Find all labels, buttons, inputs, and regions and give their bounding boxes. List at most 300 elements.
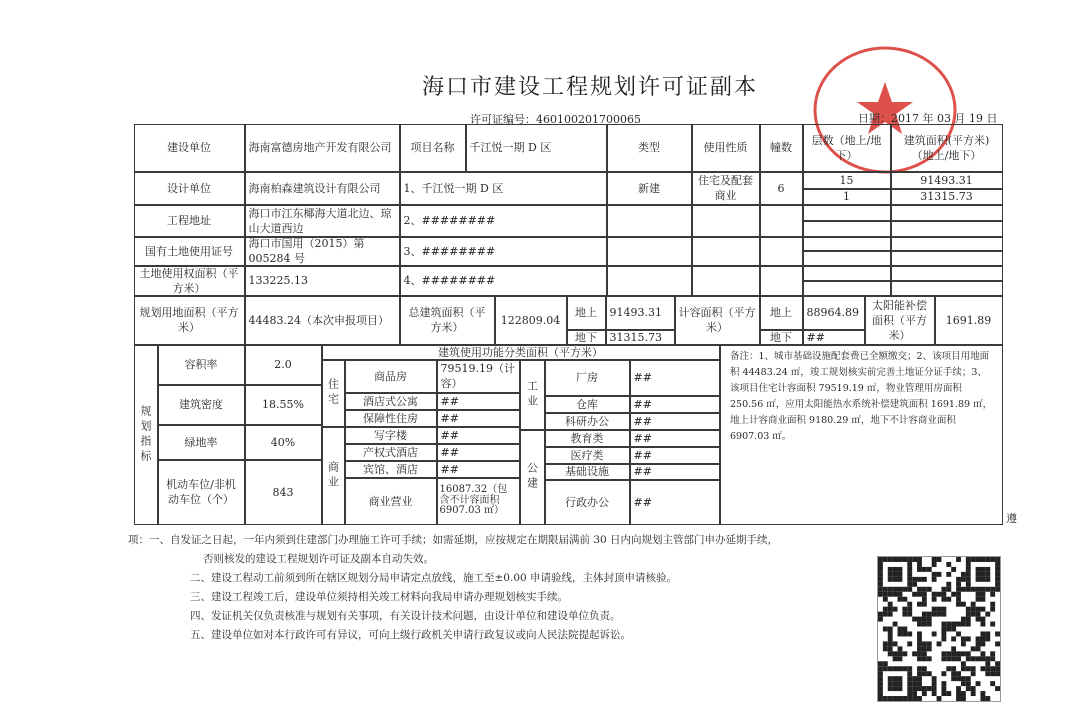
qr-module (976, 587, 981, 592)
qr-module (966, 562, 971, 567)
permit-number: 许可证编号：460100201700065 (470, 113, 641, 126)
qr-module (961, 681, 966, 686)
qr-module (976, 681, 981, 686)
qr-module (893, 577, 898, 582)
table-cell-total-above: 91493.31 (606, 296, 675, 330)
qr-module (980, 567, 985, 572)
qr-module (971, 646, 976, 651)
qr-module (941, 597, 946, 602)
qr-module (937, 696, 942, 701)
qr-module (985, 557, 990, 562)
table-cell-land-area-label: 土地使用权面积（平方米） (134, 266, 245, 296)
qr-module (966, 572, 971, 577)
qr-module (976, 557, 981, 562)
table-cell-value: ## (437, 410, 520, 427)
table-cell-buildings-label: 幢数 (760, 124, 803, 172)
qr-module (932, 676, 937, 681)
qr-module (990, 587, 995, 592)
qr-module (976, 656, 981, 661)
qr-module (946, 587, 951, 592)
qr-module (883, 587, 888, 592)
qr-module (907, 582, 912, 587)
qr-module (966, 681, 971, 686)
qr-module (888, 651, 893, 656)
table-cell-construction-unit-label: 建设单位 (134, 124, 245, 172)
qr-module (980, 597, 985, 602)
table-cell-empty (891, 281, 1003, 296)
qr-module (927, 686, 932, 691)
qr-module (917, 656, 922, 661)
qr-module (917, 602, 922, 607)
table-cell-above-label: 地上 (760, 296, 803, 330)
qr-module (922, 577, 927, 582)
qr-module (961, 622, 966, 627)
table-cell-land-area: 133225.13 (245, 266, 400, 296)
table-cell-parking-label: 机动车位/非机动车位（个） (158, 460, 245, 525)
qr-module (990, 622, 995, 627)
qr-module (956, 686, 961, 691)
qr-module (941, 612, 946, 617)
table-cell-below-label: 地下 (760, 330, 803, 345)
qr-module (951, 592, 956, 597)
qr-module (961, 676, 966, 681)
qr-module (927, 646, 932, 651)
qr-module (941, 631, 946, 636)
qr-module (902, 587, 907, 592)
qr-module (976, 577, 981, 582)
qr-module (995, 557, 1000, 562)
qr-module (937, 557, 942, 562)
qr-module (878, 577, 883, 582)
qr-module (888, 567, 893, 572)
qr-module (966, 612, 971, 617)
qr-module (888, 636, 893, 641)
qr-module (990, 607, 995, 612)
qr-module (893, 572, 898, 577)
qr-module (961, 577, 966, 582)
table-cell-address-label: 工程地址 (134, 205, 245, 237)
qr-module (990, 602, 995, 607)
qr-module (898, 631, 903, 636)
qr-module (946, 572, 951, 577)
table-cell-empty (891, 266, 1003, 281)
qr-module (980, 666, 985, 671)
qr-module (922, 686, 927, 691)
table-cell-total-area-label: 总建筑面积（平方米） (400, 296, 495, 345)
qr-code (877, 556, 1001, 702)
qr-module (917, 696, 922, 701)
qr-module (932, 557, 937, 562)
qr-module (990, 651, 995, 656)
qr-module (917, 557, 922, 562)
table-cell-name: 科研办公 (545, 413, 630, 430)
table-cell-design-unit: 海南柏森建筑设计有限公司 (245, 172, 400, 205)
qr-module (922, 592, 927, 597)
qr-module (912, 676, 917, 681)
qr-module (932, 631, 937, 636)
table-cell-land-cert: 海口市国用（2015）第 005284 号 (245, 237, 400, 266)
qr-module (995, 671, 1000, 676)
qr-module (990, 592, 995, 597)
table-cell-empty (803, 281, 891, 296)
qr-module (966, 557, 971, 562)
qr-module (898, 592, 903, 597)
table-cell-empty (760, 205, 803, 237)
table-cell-above-label: 地上 (567, 296, 606, 330)
qr-module (907, 676, 912, 681)
table-cell-empty (692, 266, 760, 296)
qr-module (966, 656, 971, 661)
qr-module (927, 622, 932, 627)
qr-module (971, 602, 976, 607)
table-cell-value: 16087.32（包含不计容面积 6907.03 ㎡） (437, 478, 520, 525)
qr-module (912, 592, 917, 597)
qr-module (902, 557, 907, 562)
qr-module (922, 597, 927, 602)
qr-module (878, 557, 883, 562)
qr-module (917, 592, 922, 597)
qr-module (917, 671, 922, 676)
footer-note: 否则核发的建设工程规划许可证及副本自动失效。 (203, 553, 434, 565)
qr-module (961, 617, 966, 622)
qr-module (956, 597, 961, 602)
qr-module (956, 582, 961, 587)
qr-module (893, 587, 898, 592)
table-cell-far-area-label: 计容面积（平方米） (675, 296, 760, 345)
qr-module (927, 671, 932, 676)
qr-module (898, 651, 903, 656)
qr-module (951, 627, 956, 632)
qr-module (888, 676, 893, 681)
table-cell-value: ## (630, 396, 720, 413)
qr-module (902, 627, 907, 632)
qr-module (878, 676, 883, 681)
qr-module (941, 592, 946, 597)
qr-module (985, 612, 990, 617)
table-cell-item4: 4、######## (400, 266, 607, 296)
qr-module (946, 691, 951, 696)
table-cell-green: 40% (245, 425, 322, 460)
qr-module (917, 577, 922, 582)
qr-module (946, 597, 951, 602)
qr-module (888, 572, 893, 577)
qr-module (971, 691, 976, 696)
table-cell-empty (891, 251, 1003, 266)
qr-module (912, 696, 917, 701)
table-cell-value: ## (630, 413, 720, 430)
table-cell-item1-floors-above: 15 (803, 172, 891, 189)
table-cell-empty (803, 221, 891, 237)
qr-module (902, 607, 907, 612)
qr-module (917, 646, 922, 651)
table-cell-density: 18.55% (245, 385, 322, 425)
footer-note: 项：一、自发证之日起，一年内须到住建部门办理施工许可手续；如需延期，应按规定在期限届满前 30 日内向规划主管部门申办延期手续， (128, 534, 779, 546)
table-cell-far: 2.0 (245, 345, 322, 385)
qr-module (932, 612, 937, 617)
qr-module (985, 577, 990, 582)
qr-module (902, 597, 907, 602)
qr-module (980, 557, 985, 562)
table-cell-empty (607, 205, 692, 237)
qr-module (980, 587, 985, 592)
qr-module (878, 582, 883, 587)
qr-module (932, 597, 937, 602)
table-cell-name: 仓库 (545, 396, 630, 413)
qr-module (956, 602, 961, 607)
qr-module (878, 572, 883, 577)
qr-module (917, 587, 922, 592)
table-cell-plan-area-label: 规划用地面积（平方米） (134, 296, 245, 345)
table-cell-item2: 2、######## (400, 205, 607, 237)
qr-module (902, 696, 907, 701)
qr-module (961, 696, 966, 701)
qr-module (956, 696, 961, 701)
qr-module (946, 582, 951, 587)
qr-module (966, 582, 971, 587)
qr-module (893, 567, 898, 572)
qr-module (961, 636, 966, 641)
table-cell-value: ## (437, 393, 520, 410)
qr-module (888, 592, 893, 597)
qr-module (898, 656, 903, 661)
qr-module (922, 641, 927, 646)
table-cell-item1-type: 新建 (607, 172, 692, 205)
qr-module (951, 646, 956, 651)
qr-module (956, 691, 961, 696)
qr-module (898, 567, 903, 572)
qr-module (893, 676, 898, 681)
qr-module (995, 666, 1000, 671)
qr-module (990, 666, 995, 671)
qr-module (922, 666, 927, 671)
qr-module (888, 666, 893, 671)
qr-module (995, 631, 1000, 636)
qr-module (941, 681, 946, 686)
qr-module (922, 612, 927, 617)
table-cell-value: ## (630, 464, 720, 480)
qr-module (941, 622, 946, 627)
qr-module (893, 557, 898, 562)
qr-module (966, 587, 971, 592)
table-cell-value: ## (630, 480, 720, 525)
qr-module (941, 636, 946, 641)
qr-module (888, 612, 893, 617)
qr-module (990, 681, 995, 686)
table-cell-area-label: 建筑面积(平方米)（地上/地下） (891, 124, 1003, 172)
qr-module (941, 671, 946, 676)
qr-module (893, 681, 898, 686)
qr-module (980, 607, 985, 612)
qr-module (951, 666, 956, 671)
qr-module (980, 691, 985, 696)
qr-module (941, 587, 946, 592)
table-cell-empty (760, 237, 803, 266)
qr-module (907, 567, 912, 572)
qr-module (980, 577, 985, 582)
qr-module (878, 696, 883, 701)
table-cell-name: 厂房 (545, 360, 630, 396)
qr-module (946, 622, 951, 627)
qr-module (961, 641, 966, 646)
qr-module (878, 562, 883, 567)
qr-module (985, 567, 990, 572)
table-cell-name: 宾馆、酒店 (345, 461, 437, 478)
qr-module (951, 636, 956, 641)
qr-module (941, 651, 946, 656)
qr-module (893, 641, 898, 646)
qr-module (878, 587, 883, 592)
qr-module (956, 671, 961, 676)
qr-module (927, 612, 932, 617)
qr-module (917, 681, 922, 686)
qr-module (961, 651, 966, 656)
qr-module (946, 627, 951, 632)
qr-module (971, 656, 976, 661)
qr-module (961, 587, 966, 592)
footer-note: 三、建设工程竣工后，建设单位须持相关竣工材料向我局申请办理规划核实手续。 (190, 591, 568, 603)
table-cell-empty (607, 237, 692, 266)
qr-module (922, 617, 927, 622)
qr-module (878, 691, 883, 696)
qr-module (956, 656, 961, 661)
table-cell-empty (891, 221, 1003, 237)
qr-module (976, 597, 981, 602)
qr-module (995, 641, 1000, 646)
table-cell-name: 行政办公 (545, 480, 630, 525)
qr-module (985, 666, 990, 671)
qr-module (966, 651, 971, 656)
qr-module (907, 572, 912, 577)
table-cell-plan-area: 44483.24（本次申报项目） (245, 296, 400, 345)
qr-module (922, 567, 927, 572)
table-cell-item1-buildings: 6 (760, 172, 803, 205)
qr-module (912, 686, 917, 691)
table-cell-value: ## (630, 360, 720, 396)
table-cell-empty (760, 266, 803, 296)
qr-module (951, 622, 956, 627)
qr-module (941, 607, 946, 612)
qr-module (932, 607, 937, 612)
qr-module (912, 681, 917, 686)
qr-module (995, 661, 1000, 666)
table-cell-name: 保障性住房 (345, 410, 437, 427)
table-cell-name: 商业营业 (345, 478, 437, 525)
qr-module (980, 592, 985, 597)
qr-module (917, 651, 922, 656)
qr-module (956, 676, 961, 681)
qr-module (976, 646, 981, 651)
qr-module (976, 612, 981, 617)
footer-note: 五、建设单位如对本行政许可有异议，可向上级行政机关申请行政复议或向人民法院提起诉讼。 (190, 629, 631, 641)
qr-module (966, 622, 971, 627)
table-cell-usage-label: 使用性质 (692, 124, 760, 172)
qr-module (922, 646, 927, 651)
qr-module (980, 617, 985, 622)
qr-module (995, 567, 1000, 572)
qr-module (907, 587, 912, 592)
table-cell-empty (692, 205, 760, 237)
qr-module (995, 577, 1000, 582)
qr-module (898, 577, 903, 582)
qr-module (980, 636, 985, 641)
qr-module (888, 641, 893, 646)
qr-module (951, 671, 956, 676)
qr-module (980, 651, 985, 656)
qr-module (883, 696, 888, 701)
qr-module (941, 627, 946, 632)
remarks: 备注：1、城市基础设施配套费已全额缴交；2、该项目用地面积 44483.24 ㎡，竣工规划核实前完善土地证分证手续；3、该项目住宅计容面积 79519.19 ㎡，物业管理用房面积 250.56 ㎡，应用太阳能热水系统补偿建筑面积 1691.89 ㎡，地上计容商业面积 9180.29 ㎡，地下不计容商业面积 6907.03 ㎡。 (730, 351, 993, 442)
qr-module (898, 646, 903, 651)
qr-module (907, 691, 912, 696)
qr-module (971, 671, 976, 676)
table-cell-item1-area-above: 91493.31 (891, 172, 1003, 189)
qr-module (907, 641, 912, 646)
qr-module (946, 562, 951, 567)
qr-module (927, 641, 932, 646)
qr-module (883, 666, 888, 671)
qr-module (927, 656, 932, 661)
table-cell-public-label: 公建 (520, 430, 545, 525)
qr-module (912, 651, 917, 656)
qr-module (966, 686, 971, 691)
qr-module (985, 696, 990, 701)
qr-module (907, 686, 912, 691)
qr-module (898, 597, 903, 602)
qr-module (922, 622, 927, 627)
table-cell-value: ## (630, 430, 720, 447)
table-cell-name: 商品房 (345, 360, 437, 393)
table-cell-name: 写字楼 (345, 427, 437, 444)
qr-module (980, 572, 985, 577)
qr-module (883, 627, 888, 632)
qr-module (932, 681, 937, 686)
qr-module (917, 641, 922, 646)
qr-module (917, 617, 922, 622)
qr-module (976, 617, 981, 622)
qr-module (893, 686, 898, 691)
qr-module (966, 607, 971, 612)
qr-module (985, 661, 990, 666)
table-cell-design-unit-label: 设计单位 (134, 172, 245, 205)
table-cell-name: 产权式酒店 (345, 444, 437, 461)
qr-module (937, 641, 942, 646)
qr-module (966, 666, 971, 671)
qr-module (883, 557, 888, 562)
table-cell-industrial-label: 工业 (520, 360, 545, 430)
qr-module (937, 612, 942, 617)
table-cell-total-area: 122809.04 (495, 296, 567, 345)
qr-module (985, 572, 990, 577)
qr-module (976, 641, 981, 646)
qr-module (985, 587, 990, 592)
qr-module (898, 681, 903, 686)
table-cell-far-below: ## (803, 330, 865, 345)
qr-module (912, 617, 917, 622)
footer-note: 四、发证机关仅负责核准与规划有关事项，有关设计技术问题，由设计单位和建设单位负责。 (190, 610, 621, 622)
qr-module (932, 562, 937, 567)
qr-module (927, 567, 932, 572)
table-cell-commercial-label: 商业 (322, 427, 345, 525)
qr-module (907, 681, 912, 686)
qr-module (902, 651, 907, 656)
qr-module (917, 562, 922, 567)
qr-module (888, 607, 893, 612)
table-cell-name: 酒店式公寓 (345, 393, 437, 410)
table-cell-empty (692, 237, 760, 266)
qr-module (907, 631, 912, 636)
side-character: 遵 (1006, 512, 1017, 525)
qr-module (932, 686, 937, 691)
